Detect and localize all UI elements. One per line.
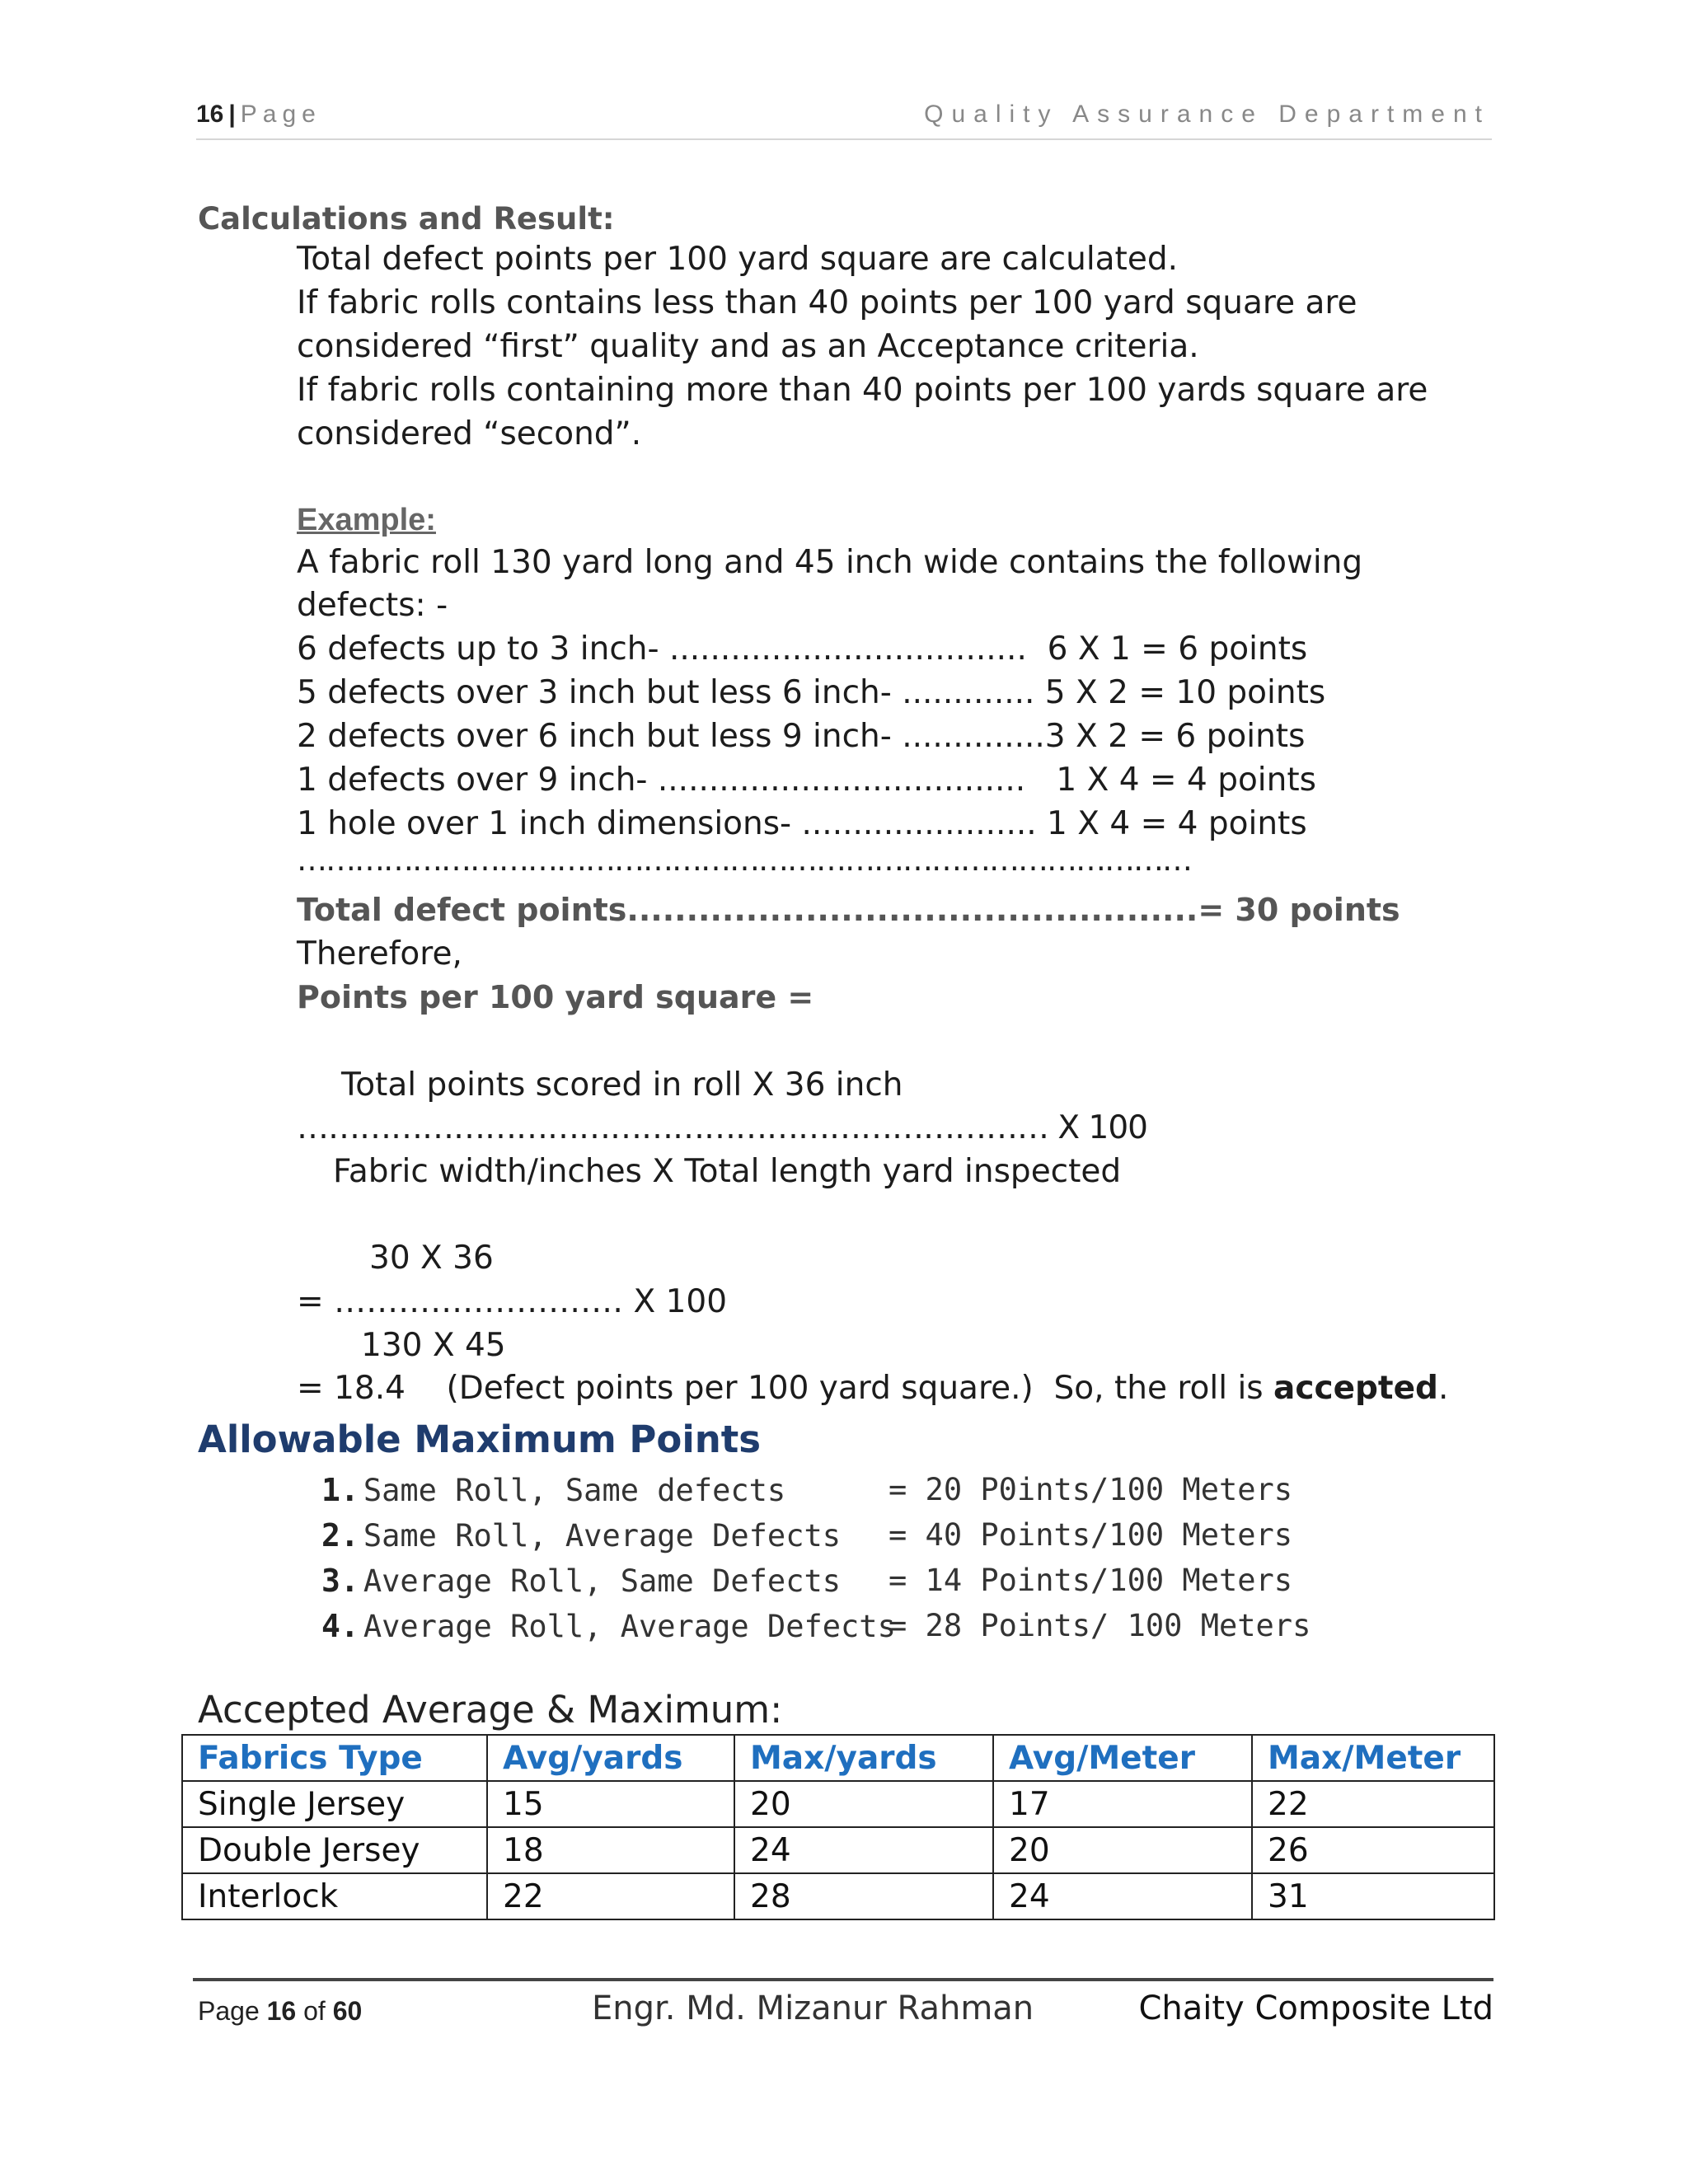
calc-numerator: 30 X 36	[369, 1240, 494, 1277]
header-divider	[196, 138, 1492, 140]
table-cell: Double Jersey	[182, 1827, 487, 1873]
table-header: Max/yards	[734, 1735, 993, 1781]
footer-page-info	[198, 1996, 362, 2027]
table-cell: Interlock	[182, 1873, 487, 1919]
table-cell: 24	[734, 1827, 993, 1873]
formula-denominator: Fabric width/inches X Total length yard inspected	[333, 1153, 1122, 1190]
formula-bar: ……………………………………………………………… X 100	[297, 1109, 1147, 1146]
footer-page-current: 16	[266, 1996, 297, 2026]
table-header: Avg/yards	[487, 1735, 734, 1781]
header-separator: |	[228, 101, 236, 128]
total-defect-points: Total defect points................................................= 30 points	[297, 892, 1400, 928]
result-line	[297, 1370, 1448, 1407]
footer-page-word: Page	[198, 1996, 260, 2026]
table-header-row	[182, 1735, 1494, 1781]
allowable-item	[321, 1563, 932, 1599]
result-suffix: .	[1437, 1370, 1449, 1407]
allowable-item-value: = 20 P0ints/100 Meters	[889, 1472, 1293, 1507]
footer-author: Engr. Md. Mizanur Rahman	[592, 1990, 1034, 2027]
calc-denominator: 130 X 45	[361, 1327, 506, 1364]
table-cell: 20	[993, 1827, 1252, 1873]
allowable-item-number: 2.	[321, 1517, 359, 1554]
footer-page-total: 60	[332, 1996, 363, 2026]
therefore-text: Therefore,	[297, 935, 462, 972]
table-cell: 26	[1252, 1827, 1494, 1873]
table-row	[182, 1827, 1494, 1873]
header-department: Quality Assurance Department	[924, 101, 1490, 128]
defect-line: 6 defects up to 3 inch- ................................... 6 X 1 = 6 points	[297, 630, 1308, 668]
allowable-item	[321, 1472, 932, 1508]
calc-bar: = ……………………… X 100	[297, 1283, 728, 1320]
points-per-100-label: Points per 100 yard square =	[297, 979, 814, 1015]
accepted-title: Accepted Average & Maximum:	[198, 1688, 783, 1732]
table-cell: 28	[734, 1873, 993, 1919]
allowable-item-label: Average Roll, Average Defects	[363, 1609, 933, 1644]
dotted-separator: …………………………………………………………………………………	[297, 842, 1191, 878]
allowable-item-number: 1.	[321, 1472, 359, 1508]
calc-line: considered “first” quality and as an Acceptance criteria.	[297, 328, 1199, 365]
allowable-item-label: Average Roll, Same Defects	[363, 1563, 933, 1599]
accepted-table	[181, 1734, 1495, 1920]
example-label: Example:	[297, 503, 436, 537]
allowable-item	[321, 1608, 932, 1644]
table-cell: 20	[734, 1781, 993, 1827]
result-prefix: = 18.4 (Defect points per 100 yard square.) So, the roll is	[297, 1370, 1274, 1407]
defect-line: 1 hole over 1 inch dimensions- ....................... 1 X 4 = 4 points	[297, 805, 1307, 842]
defect-line: 1 defects over 9 inch- .................................... 1 X 4 = 4 points	[297, 762, 1316, 799]
table-cell: 17	[993, 1781, 1252, 1827]
example-intro: defects: -	[297, 587, 448, 624]
calc-line: If fabric rolls containing more than 40 points per 100 yards square are	[297, 372, 1428, 409]
allowable-item	[321, 1517, 932, 1554]
header-page-word: Page	[240, 101, 321, 128]
allowable-item-label: Same Roll, Same defects	[363, 1473, 933, 1508]
header-page-label	[196, 101, 321, 129]
table-row	[182, 1873, 1494, 1919]
table-cell: 15	[487, 1781, 734, 1827]
table-row	[182, 1781, 1494, 1827]
allowable-item-number: 3.	[321, 1563, 359, 1599]
calc-line: Total defect points per 100 yard square are calculated.	[297, 241, 1178, 278]
footer-company: Chaity Composite Ltd	[1138, 1990, 1493, 2027]
calc-line: considered “second”.	[297, 415, 642, 452]
table-cell: 22	[1252, 1781, 1494, 1827]
defect-line: 2 defects over 6 inch but less 9 inch- ..............3 X 2 = 6 points	[297, 718, 1306, 755]
table-cell: 31	[1252, 1873, 1494, 1919]
table-cell: 18	[487, 1827, 734, 1873]
allowable-item-value: = 28 Points/ 100 Meters	[889, 1608, 1311, 1643]
table-header: Avg/Meter	[993, 1735, 1252, 1781]
allowable-item-label: Same Roll, Average Defects	[363, 1518, 933, 1554]
allowable-item-value: = 14 Points/100 Meters	[889, 1563, 1293, 1598]
defect-line: 5 defects over 3 inch but less 6 inch- ............. 5 X 2 = 10 points	[297, 674, 1326, 711]
table-header: Max/Meter	[1252, 1735, 1494, 1781]
result-accepted: accepted	[1273, 1370, 1438, 1407]
allowable-item-value: = 40 Points/100 Meters	[889, 1517, 1293, 1553]
allowable-title: Allowable Maximum Points	[198, 1418, 762, 1461]
formula-numerator: Total points scored in roll X 36 inch	[341, 1066, 903, 1104]
header-page-number: 16	[196, 101, 224, 128]
table-cell: 22	[487, 1873, 734, 1919]
footer-divider	[193, 1978, 1493, 1981]
table-header: Fabrics Type	[182, 1735, 487, 1781]
example-intro: A fabric roll 130 yard long and 45 inch wide contains the following	[297, 544, 1363, 581]
table-cell: 24	[993, 1873, 1252, 1919]
allowable-item-number: 4.	[321, 1608, 359, 1644]
footer-of-word: of	[303, 1996, 326, 2026]
table-cell: Single Jersey	[182, 1781, 487, 1827]
calculations-title: Calculations and Result:	[198, 201, 615, 237]
calc-line: If fabric rolls contains less than 40 points per 100 yard square are	[297, 284, 1357, 321]
